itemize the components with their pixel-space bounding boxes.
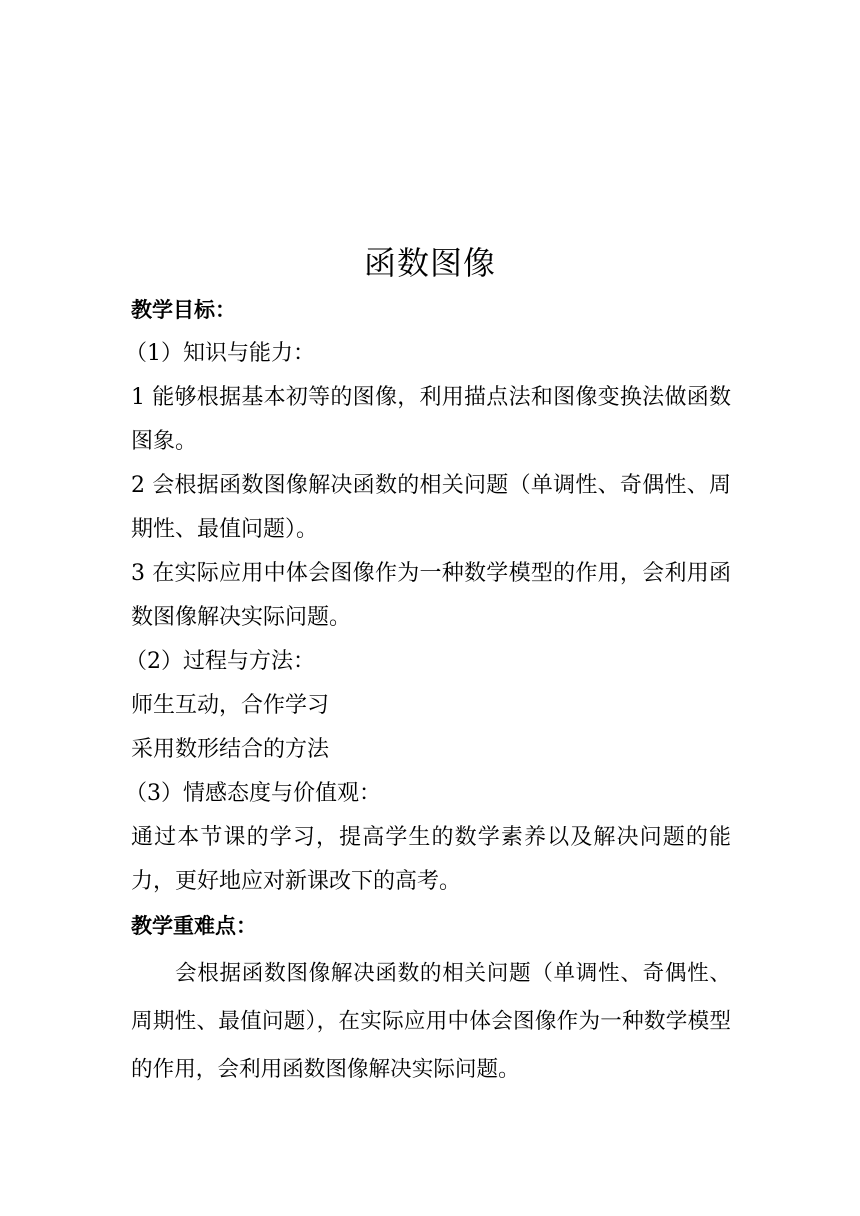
objective-item-1: 1 能够根据基本初等的图像，利用描点法和图像变换法做函数图象。 xyxy=(131,385,731,454)
document-title: 函数图像 xyxy=(363,244,496,282)
document-body xyxy=(125,288,731,1094)
process-line-1: 师生互动，合作学习 xyxy=(131,693,330,718)
process-method-heading: （2）过程与方法： xyxy=(125,649,315,674)
emotion-text: 通过本节课的学习，提高学生的数学素养以及解决问题的能力，更好地应对新课改下的高考。 xyxy=(131,825,731,894)
key-points-text: 会根据函数图像解决函数的相关问题（单调性、奇偶性、周期性、最值问题），在实际应用中体会图像作为一种数学模型的作用，会利用函数图像解决实际问题。 xyxy=(131,961,731,1082)
emotion-values-heading: （3）情感态度与价值观： xyxy=(125,781,381,806)
knowledge-ability-heading: （1）知识与能力： xyxy=(125,341,315,366)
objectives-heading: 教学目标： xyxy=(131,298,236,322)
key-points-heading: 教学重难点： xyxy=(131,914,257,938)
objective-item-3: 3 在实际应用中体会图像作为一种数学模型的作用，会利用函数图像解决实际问题。 xyxy=(131,561,731,630)
objective-item-2: 2 会根据函数图像解决函数的相关问题（单调性、奇偶性、周期性、最值问题）。 xyxy=(131,473,731,542)
process-line-2: 采用数形结合的方法 xyxy=(131,737,330,762)
